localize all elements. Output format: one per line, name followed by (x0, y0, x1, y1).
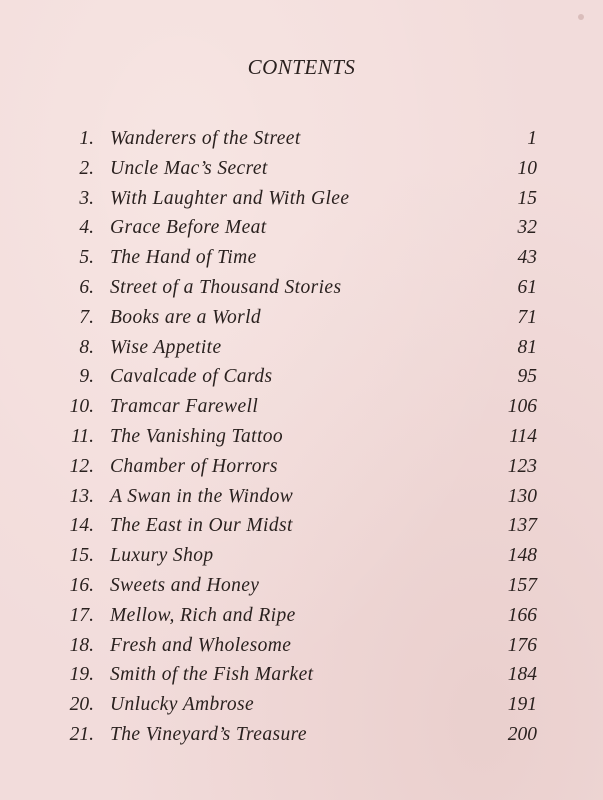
chapter-number: 12. (69, 455, 94, 477)
chapter-number: 2. (79, 157, 94, 179)
page-number: 200 (507, 723, 537, 745)
toc-entry (0, 392, 603, 422)
chapter-number: 18. (69, 634, 94, 656)
chapter-title: With Laughter and With Glee (110, 187, 350, 209)
page-number: 130 (507, 485, 537, 507)
toc-entry (0, 720, 603, 750)
chapter-number: 11. (71, 425, 94, 447)
chapter-title: Cavalcade of Cards (110, 366, 273, 388)
chapter-number: 3. (79, 187, 94, 209)
toc-entry (0, 571, 603, 601)
chapter-title: The Vanishing Tattoo (110, 425, 284, 447)
toc-entry (0, 333, 603, 363)
chapter-number: 19. (69, 664, 94, 686)
toc-entry (0, 690, 603, 720)
chapter-number: 14. (69, 515, 94, 537)
page-number: 15 (517, 187, 537, 209)
page-number: 1 (527, 128, 537, 149)
page-number: 95 (517, 366, 537, 388)
chapter-title: The Vineyard’s Treasure (110, 723, 307, 745)
toc-entry (0, 124, 603, 154)
toc-entry (0, 660, 603, 690)
chapter-number: 17. (69, 604, 94, 626)
chapter-title: Smith of the Fish Market (110, 664, 314, 686)
chapter-number: 5. (79, 247, 94, 269)
chapter-number: 6. (79, 276, 94, 298)
chapter-number: 7. (79, 306, 94, 328)
table-of-contents (0, 124, 603, 750)
page-number: 114 (509, 425, 537, 447)
page-number: 10 (517, 157, 537, 179)
toc-entry (0, 422, 603, 452)
page-number: 176 (507, 634, 537, 656)
chapter-number: 8. (79, 336, 94, 358)
page-number: 137 (507, 515, 537, 537)
page-number: 166 (507, 604, 537, 626)
toc-entry (0, 511, 603, 541)
chapter-title: Wanderers of the Street (110, 128, 301, 149)
chapter-number: 1. (79, 128, 94, 149)
paper-speck (578, 14, 584, 20)
chapter-title: Unlucky Ambrose (110, 694, 255, 716)
chapter-title: Street of a Thousand Stories (110, 276, 342, 298)
chapter-number: 20. (69, 694, 94, 716)
toc-entry (0, 631, 603, 661)
chapter-title: A Swan in the Window (110, 485, 294, 507)
chapter-number: 15. (69, 545, 94, 567)
chapter-number: 16. (69, 574, 94, 596)
page-number: 148 (507, 545, 537, 567)
chapter-title: Grace Before Meat (110, 217, 267, 239)
page-number: 61 (517, 276, 537, 298)
chapter-title: Uncle Mac’s Secret (110, 157, 268, 179)
chapter-title: Sweets and Honey (110, 574, 260, 596)
toc-entry (0, 213, 603, 243)
toc-entry (0, 303, 603, 333)
toc-entry (0, 154, 603, 184)
chapter-number: 4. (79, 217, 94, 239)
chapter-title: Fresh and Wholesome (110, 634, 292, 656)
chapter-number: 10. (69, 396, 94, 418)
chapter-title: Mellow, Rich and Ripe (110, 604, 296, 626)
page-number: 81 (517, 336, 537, 358)
page-number: 43 (517, 247, 537, 269)
chapter-title: The East in Our Midst (110, 515, 293, 537)
chapter-title: Tramcar Farewell (110, 396, 259, 418)
chapter-number: 9. (79, 366, 94, 388)
toc-entry (0, 243, 603, 273)
chapter-number: 13. (69, 485, 94, 507)
chapter-title: Luxury Shop (110, 545, 214, 567)
chapter-title: Chamber of Horrors (110, 455, 278, 477)
toc-entry (0, 452, 603, 482)
chapter-title: Wise Appetite (110, 336, 222, 358)
toc-entry (0, 541, 603, 571)
toc-entry (0, 482, 603, 512)
chapter-title: The Hand of Time (110, 247, 257, 269)
page-number: 71 (517, 306, 537, 328)
chapter-title: Books are a World (110, 306, 262, 328)
toc-entry (0, 184, 603, 214)
page-number: 184 (507, 664, 537, 686)
page-title: CONTENTS (247, 55, 356, 79)
page-number: 106 (507, 396, 537, 418)
page-number: 123 (507, 455, 537, 477)
toc-entry (0, 273, 603, 303)
page-number: 191 (507, 694, 537, 716)
toc-entry (0, 362, 603, 392)
page-number: 157 (507, 574, 537, 596)
toc-entry (0, 601, 603, 631)
page-number: 32 (517, 217, 537, 239)
chapter-number: 21. (69, 723, 94, 745)
